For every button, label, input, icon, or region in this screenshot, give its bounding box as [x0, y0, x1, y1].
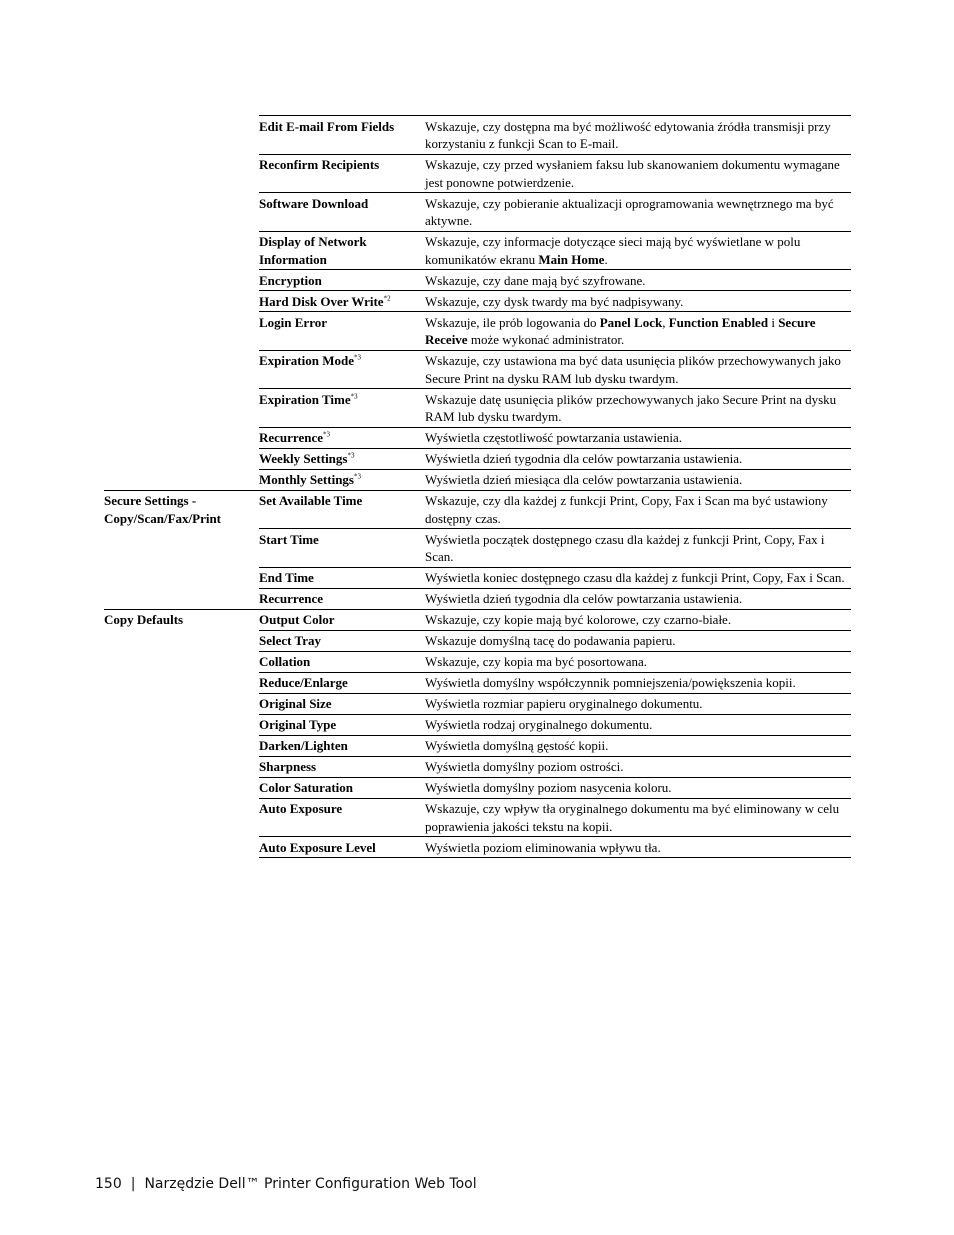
- description-text: Wyświetla dzień miesiąca dla celów powtarzania ustawienia.: [425, 472, 743, 487]
- setting-description: [425, 714, 851, 735]
- setting-name-cell: [259, 714, 425, 735]
- setting-description: [425, 270, 851, 291]
- setting-description: [425, 588, 851, 609]
- description-text: Wyświetla domyślny poziom nasycenia koloru.: [425, 780, 672, 795]
- description-text: Wskazuje, czy informacje dotyczące sieci mają być wyświetlane w polu komunikatów ekranu: [425, 234, 801, 267]
- footer-separator: |: [130, 1176, 136, 1192]
- setting-name-cell: [259, 837, 425, 858]
- table-row: [104, 837, 851, 858]
- description-text: Wyświetla domyślny poziom ostrości.: [425, 759, 624, 774]
- table-row: [104, 777, 851, 798]
- setting-group: [104, 630, 259, 651]
- setting-name: Recurrence: [259, 591, 324, 606]
- description-emphasis: Main Home: [538, 251, 605, 267]
- setting-name: Output Color: [259, 612, 335, 627]
- setting-name-cell: [259, 529, 425, 568]
- setting-name-cell: [259, 270, 425, 291]
- setting-group: [104, 270, 259, 291]
- description-text: Wskazuje, czy dla każdej z funkcji Print, Copy, Fax i Scan ma być ustawiony dostępny czas.: [425, 493, 828, 526]
- table-row: [104, 231, 851, 270]
- setting-group: [104, 116, 259, 155]
- setting-group: Secure Settings - Copy/Scan/Fax/Print: [104, 490, 259, 529]
- description-text: Wyświetla początek dostępnego czasu dla każdej z funkcji Print, Copy, Fax i Scan.: [425, 531, 825, 564]
- setting-name-cell: [259, 609, 425, 630]
- setting-description: [425, 448, 851, 469]
- description-text: Wskazuje, czy pobieranie aktualizacji oprogramowania wewnętrznego ma być aktywne.: [425, 195, 834, 228]
- description-text: Wskazuje, czy wpływ tła oryginalnego dokumentu ma być eliminowany w celu poprawienia jakości tekstu na kopii.: [425, 801, 840, 834]
- setting-name: Recurrence: [259, 430, 324, 445]
- setting-name-cell: [259, 427, 425, 448]
- setting-name-cell: [259, 490, 425, 529]
- description-text: Wyświetla dzień tygodnia dla celów powtarzania ustawienia.: [425, 451, 743, 466]
- table-row: [104, 350, 851, 389]
- description-emphasis: Function Enabled: [668, 314, 769, 330]
- setting-group: [104, 389, 259, 428]
- setting-name-cell: [259, 116, 425, 155]
- setting-description: [425, 567, 851, 588]
- table-row: [104, 693, 851, 714]
- description-text: Wskazuje, czy dostępna ma być możliwość edytowania źródła transmisji przy korzystaniu z funkcji Scan to E-mail.: [425, 118, 831, 151]
- footnote-marker: *3: [353, 353, 361, 362]
- description-text: Wyświetla domyślną gęstość kopii.: [425, 738, 609, 753]
- setting-name: Start Time: [259, 531, 319, 547]
- setting-name-cell: [259, 154, 425, 193]
- setting-name-cell: [259, 651, 425, 672]
- setting-name: Reconfirm Recipients: [259, 157, 380, 172]
- setting-description: [425, 312, 851, 351]
- description-text: Wyświetla dzień tygodnia dla celów powtarzania ustawienia.: [425, 591, 743, 606]
- setting-description: [425, 630, 851, 651]
- table-row: [104, 735, 851, 756]
- setting-name: Edit E-mail From Fields: [259, 118, 395, 134]
- table-row: [104, 651, 851, 672]
- footnote-marker: *2: [383, 294, 391, 303]
- setting-description: [425, 116, 851, 155]
- setting-group: [104, 756, 259, 777]
- setting-description: [425, 291, 851, 312]
- setting-group: [104, 154, 259, 193]
- table-row: [104, 588, 851, 609]
- setting-name-cell: [259, 630, 425, 651]
- setting-name: Darken/Lighten: [259, 738, 348, 753]
- setting-name: Sharpness: [259, 759, 317, 774]
- table-row: [104, 630, 851, 651]
- setting-group: [104, 837, 259, 858]
- setting-name: Encryption: [259, 272, 322, 288]
- setting-description: [425, 693, 851, 714]
- setting-description: [425, 735, 851, 756]
- table-row: [104, 389, 851, 428]
- description-text: Wyświetla poziom eliminowania wpływu tła.: [425, 839, 661, 855]
- setting-name-cell: [259, 672, 425, 693]
- setting-name-cell: [259, 389, 425, 428]
- setting-name-cell: [259, 756, 425, 777]
- setting-name-cell: [259, 588, 425, 609]
- setting-name-cell: [259, 777, 425, 798]
- setting-name: Color Saturation: [259, 780, 354, 795]
- description-text: i: [768, 314, 779, 330]
- description-text: Wyświetla rodzaj oryginalnego dokumentu.: [425, 717, 653, 732]
- setting-name: Monthly Settings: [259, 472, 354, 487]
- setting-name: Display of Network Information: [259, 234, 367, 267]
- setting-group: [104, 672, 259, 693]
- description-text: Wskazuje, czy kopia ma być posortowana.: [425, 654, 648, 669]
- setting-name-cell: [259, 231, 425, 270]
- setting-name: Original Size: [259, 696, 332, 711]
- setting-name: Weekly Settings: [259, 451, 348, 466]
- table-row: [104, 291, 851, 312]
- table-row: [104, 193, 851, 232]
- setting-description: [425, 609, 851, 630]
- setting-name-cell: [259, 193, 425, 232]
- description-text: Wskazuje, czy przed wysłaniem faksu lub skanowaniem dokumentu wymagane jest ponowne potwierdzenie.: [425, 157, 840, 190]
- setting-name-cell: [259, 567, 425, 588]
- setting-name: Auto Exposure: [259, 801, 343, 816]
- setting-name-cell: [259, 798, 425, 837]
- table-row: [104, 154, 851, 193]
- setting-name-cell: [259, 350, 425, 389]
- description-text: może wykonać administrator.: [467, 332, 625, 347]
- description-text: Wyświetla koniec dostępnego czasu dla każdej z funkcji Print, Copy, Fax i Scan.: [425, 570, 845, 585]
- table-row: [104, 756, 851, 777]
- setting-name: Reduce/Enlarge: [259, 675, 348, 690]
- setting-description: [425, 651, 851, 672]
- setting-name: Original Type: [259, 717, 337, 732]
- setting-name-cell: [259, 735, 425, 756]
- setting-name: Select Tray: [259, 633, 321, 648]
- setting-group: [104, 529, 259, 568]
- settings-table-body: [104, 116, 851, 858]
- setting-group: [104, 291, 259, 312]
- description-text: Wskazuje, czy dane mają być szyfrowane.: [425, 272, 646, 288]
- description-text: Wyświetla domyślny współczynnik pomniejszenia/powiększenia kopii.: [425, 675, 796, 690]
- description-text: ,: [662, 314, 669, 330]
- table-row: [104, 567, 851, 588]
- description-text: Wyświetla rozmiar papieru oryginalnego dokumentu.: [425, 696, 703, 711]
- setting-description: [425, 389, 851, 428]
- setting-group: [104, 427, 259, 448]
- description-text: Wskazuje, czy ustawiona ma być data usunięcia plików przechowywanych jako Secure Print na dysku RAM lub dysku twardym.: [425, 353, 841, 386]
- setting-description: [425, 756, 851, 777]
- setting-group: [104, 567, 259, 588]
- footnote-marker: *3: [353, 472, 361, 481]
- setting-name: Set Available Time: [259, 493, 363, 508]
- setting-name: Expiration Mode: [259, 353, 354, 368]
- table-row: [104, 427, 851, 448]
- setting-description: [425, 427, 851, 448]
- table-row: [104, 116, 851, 155]
- footnote-marker: *3: [323, 430, 331, 439]
- setting-description: [425, 490, 851, 529]
- table-row: [104, 490, 851, 529]
- setting-name: Auto Exposure Level: [259, 839, 376, 855]
- table-row: [104, 312, 851, 351]
- description-text: Wskazuje domyślną tacę do podawania papieru.: [425, 633, 676, 648]
- description-text: .: [604, 251, 608, 267]
- setting-group: [104, 231, 259, 270]
- description-emphasis: Panel Lock: [599, 314, 663, 330]
- setting-name: Collation: [259, 654, 311, 669]
- table-row: [104, 270, 851, 291]
- page-number: 150: [95, 1176, 122, 1192]
- table-row: [104, 448, 851, 469]
- setting-name-cell: [259, 469, 425, 490]
- setting-description: [425, 672, 851, 693]
- description-text: Wskazuje, czy kopie mają być kolorowe, czy czarno-białe.: [425, 612, 732, 627]
- table-row: [104, 469, 851, 490]
- description-emphasis: Secure Receive: [425, 314, 816, 347]
- setting-group: Copy Defaults: [104, 609, 259, 630]
- description-text: Wskazuje, ile prób logowania do: [425, 314, 600, 330]
- description-text: Wyświetla częstotliwość powtarzania ustawienia.: [425, 430, 682, 445]
- setting-description: [425, 529, 851, 568]
- setting-description: [425, 837, 851, 858]
- settings-table: [104, 115, 851, 858]
- setting-name-cell: [259, 693, 425, 714]
- setting-name: Login Error: [259, 314, 328, 330]
- setting-group: [104, 714, 259, 735]
- setting-group: [104, 193, 259, 232]
- setting-description: [425, 231, 851, 270]
- setting-name: Hard Disk Over Write: [259, 293, 384, 309]
- description-text: Wskazuje datę usunięcia plików przechowywanych jako Secure Print na dysku RAM lub dysku twardym.: [425, 391, 837, 424]
- setting-group: [104, 693, 259, 714]
- setting-description: [425, 193, 851, 232]
- setting-name-cell: [259, 312, 425, 351]
- page-footer: [95, 1176, 477, 1192]
- setting-name: Expiration Time: [259, 391, 351, 407]
- setting-name: End Time: [259, 570, 314, 585]
- setting-description: [425, 154, 851, 193]
- setting-group: [104, 312, 259, 351]
- setting-name: Software Download: [259, 195, 369, 211]
- setting-description: [425, 350, 851, 389]
- setting-name-cell: [259, 291, 425, 312]
- table-row: [104, 529, 851, 568]
- setting-description: [425, 777, 851, 798]
- setting-group: [104, 350, 259, 389]
- setting-group: [104, 777, 259, 798]
- setting-description: [425, 798, 851, 837]
- setting-name-cell: [259, 448, 425, 469]
- footnote-marker: *3: [347, 451, 355, 460]
- setting-group: [104, 469, 259, 490]
- footnote-marker: *3: [350, 392, 358, 401]
- setting-group: [104, 651, 259, 672]
- table-row: [104, 609, 851, 630]
- description-text: Wskazuje, czy dysk twardy ma być nadpisywany.: [425, 293, 684, 309]
- setting-group: [104, 448, 259, 469]
- table-row: [104, 672, 851, 693]
- table-row: [104, 798, 851, 837]
- setting-group: [104, 588, 259, 609]
- setting-group: [104, 798, 259, 837]
- setting-group: [104, 735, 259, 756]
- footer-title: Narzędzie Dell™ Printer Configuration Web Tool: [144, 1176, 477, 1192]
- setting-description: [425, 469, 851, 490]
- table-row: [104, 714, 851, 735]
